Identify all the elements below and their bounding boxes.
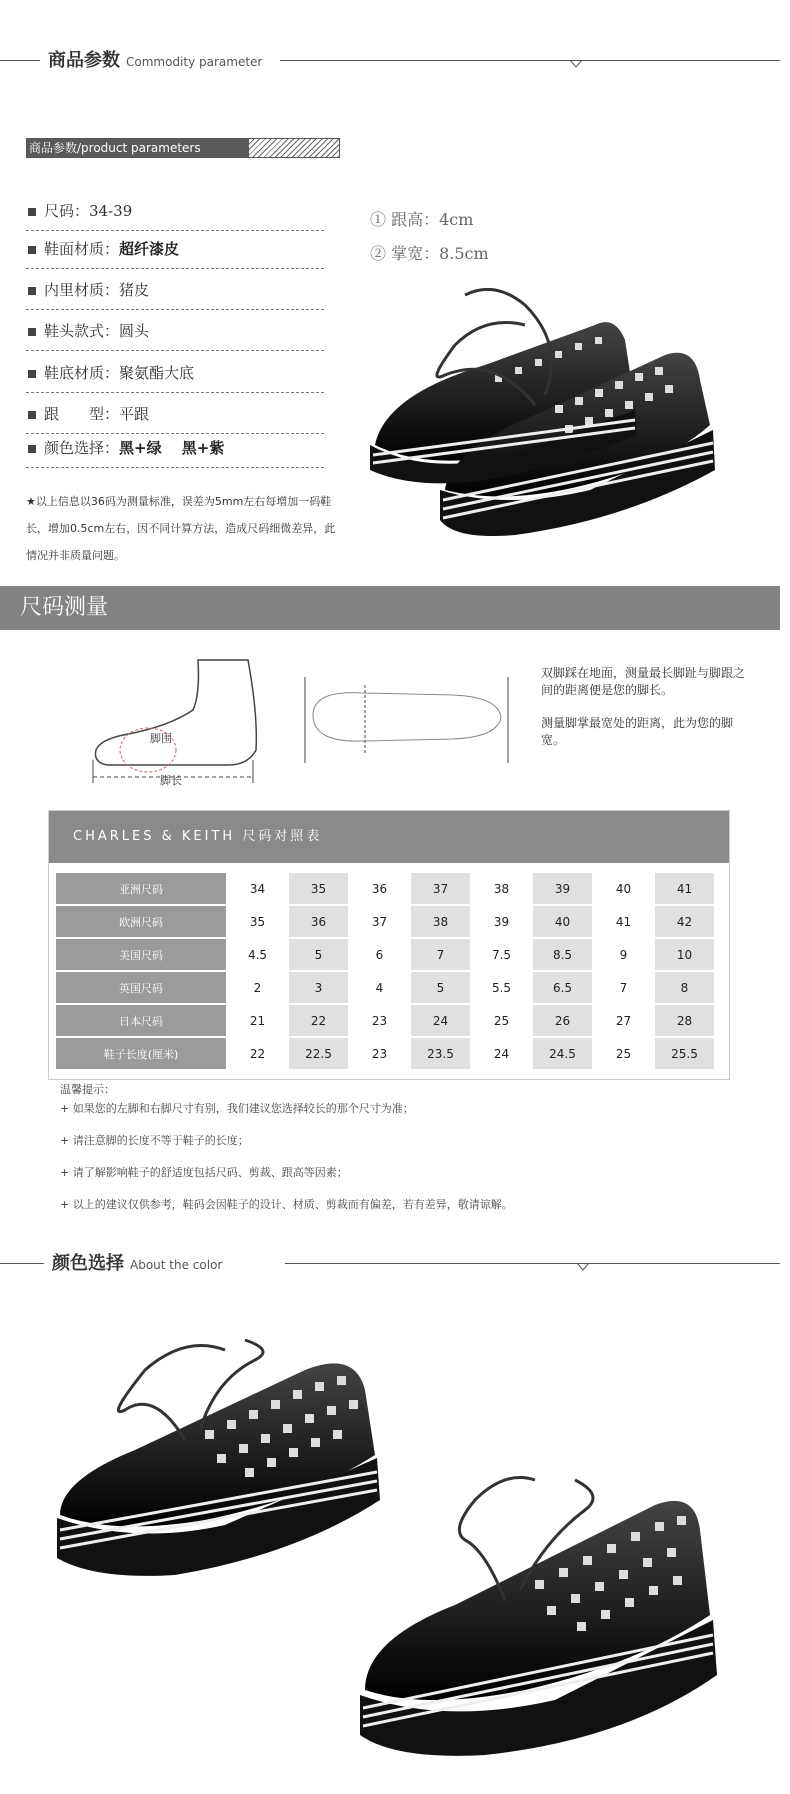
- size-cell: 3: [289, 972, 348, 1003]
- size-cell: 41: [655, 873, 714, 904]
- size-cell: 21: [228, 1005, 287, 1036]
- desc-length: 双脚踩在地面，测量最长脚趾与脚跟之间的距离便是您的脚长。: [541, 666, 746, 697]
- param-value: 平跟: [119, 405, 150, 423]
- size-cell: 2: [228, 972, 287, 1003]
- size-cell: 10: [655, 939, 714, 970]
- param-value: 34-39: [89, 202, 133, 220]
- size-cell: 25.5: [655, 1038, 714, 1069]
- size-chart-table: [54, 871, 716, 1071]
- param-label: 跟 型：: [44, 405, 120, 423]
- size-cell: 38: [411, 906, 470, 937]
- size-cell: 6.5: [533, 972, 592, 1003]
- foot-side-diagram: [88, 655, 268, 785]
- size-cell: 8: [655, 972, 714, 1003]
- param-value: 圆头: [119, 322, 150, 340]
- measurement-note: ★以上信息以36码为测量标准，误差为5mm左右每增加一码鞋长，增加0.5cm左右，因不同计算方法，造成尺码细微差异，此情况并非质量问题。: [26, 495, 336, 562]
- size-cell: 37: [350, 906, 409, 937]
- bullet-icon: [28, 370, 36, 378]
- size-cell: 8.5: [533, 939, 592, 970]
- param-label: 鞋面材质：: [44, 240, 120, 258]
- size-cell: 40: [533, 906, 592, 937]
- size-cell: 4.5: [228, 939, 287, 970]
- param-row-upper: [26, 231, 324, 269]
- param-label: 鞋头款式：: [44, 322, 120, 340]
- param-row-toe: [26, 313, 324, 351]
- param-bar-hatch: [249, 139, 339, 157]
- foot-length-label: 脚长: [160, 774, 182, 787]
- shoe-color-image-1: [55, 1330, 385, 1590]
- size-row-label: 欧洲尺码: [56, 906, 226, 937]
- section-rule-left: [0, 1263, 44, 1264]
- size-cell: 6: [350, 939, 409, 970]
- size-cell: 35: [289, 873, 348, 904]
- size-cell: 23: [350, 1038, 409, 1069]
- size-cell: 40: [594, 873, 653, 904]
- size-cell: 7.5: [472, 939, 531, 970]
- param-bar: [26, 138, 340, 158]
- size-cell: 23.5: [411, 1038, 470, 1069]
- size-chart: [48, 810, 730, 1080]
- spec-heel-height: ① 跟高：4cm: [370, 210, 474, 229]
- param-row-color: [26, 430, 324, 468]
- section-title-cn: 商品参数: [48, 50, 120, 71]
- param-bar-label: 商品参数/product parameters: [27, 139, 249, 157]
- bullet-icon: [28, 445, 36, 453]
- tip-item: + 请注意脚的长度不等于鞋子的长度；: [60, 1134, 249, 1147]
- size-chart-title: CHARLES & KEITH 尺码对照表: [49, 811, 729, 863]
- size-cell: 34: [228, 873, 287, 904]
- param-label: 颜色选择：: [44, 439, 120, 457]
- foot-girth-label: 脚围: [150, 732, 172, 745]
- size-cell: 5.5: [472, 972, 531, 1003]
- size-cell: 9: [594, 939, 653, 970]
- size-cell: 42: [655, 906, 714, 937]
- param-row-size: [26, 193, 324, 231]
- size-cell: 25: [472, 1005, 531, 1036]
- shoe-product-image: [365, 285, 755, 550]
- spec-width: ② 掌宽：8.5cm: [370, 244, 489, 263]
- size-row-label: 日本尺码: [56, 1005, 226, 1036]
- size-cell: 36: [289, 906, 348, 937]
- section-rule-left: [0, 60, 40, 61]
- size-row: [56, 1038, 714, 1069]
- param-value: 超纤漆皮: [119, 240, 180, 258]
- param-row-heel: [26, 396, 324, 434]
- size-row-label: 鞋子长度(厘米): [56, 1038, 226, 1069]
- section-title-en: Commodity parameter: [126, 55, 263, 69]
- size-row: [56, 972, 714, 1003]
- section-rule-right: [285, 1263, 780, 1264]
- size-row-label: 亚洲尺码: [56, 873, 226, 904]
- size-row: [56, 939, 714, 970]
- size-cell: 5: [289, 939, 348, 970]
- size-cell: 26: [533, 1005, 592, 1036]
- size-row: [56, 1005, 714, 1036]
- size-cell: 7: [594, 972, 653, 1003]
- tips-heading: 温馨提示：: [60, 1083, 115, 1096]
- param-label: 鞋底材质：: [44, 364, 120, 382]
- notch-icon: [570, 60, 582, 68]
- size-row: [56, 873, 714, 904]
- section-title-cn: 颜色选择: [52, 1253, 124, 1274]
- size-cell: 39: [533, 873, 592, 904]
- bullet-icon: [28, 287, 36, 295]
- section-title-params: [48, 46, 262, 72]
- size-banner: 尺码测量: [0, 586, 780, 630]
- notch-icon: [577, 1263, 589, 1271]
- bullet-icon: [28, 411, 36, 419]
- size-cell: 24.5: [533, 1038, 592, 1069]
- size-cell: 38: [472, 873, 531, 904]
- size-cell: 22: [228, 1038, 287, 1069]
- size-cell: 39: [472, 906, 531, 937]
- size-cell: 37: [411, 873, 470, 904]
- size-cell: 24: [411, 1005, 470, 1036]
- bullet-icon: [28, 208, 36, 216]
- size-cell: 28: [655, 1005, 714, 1036]
- param-label: 内里材质：: [44, 281, 120, 299]
- param-label: 尺码：: [44, 202, 90, 220]
- foot-top-diagram: [303, 675, 513, 765]
- size-cell: 41: [594, 906, 653, 937]
- size-row-label: 美国尺码: [56, 939, 226, 970]
- size-cell: 22: [289, 1005, 348, 1036]
- section-rule-right: [280, 60, 780, 61]
- size-cell: 4: [350, 972, 409, 1003]
- param-row-sole: [26, 355, 324, 393]
- desc-width: 测量脚掌最宽处的距离，此为您的脚宽。: [541, 716, 734, 747]
- size-cell: 23: [350, 1005, 409, 1036]
- size-cell: 35: [228, 906, 287, 937]
- param-value: 聚氨酯大底: [119, 364, 195, 382]
- size-cell: 5: [411, 972, 470, 1003]
- bullet-icon: [28, 246, 36, 254]
- size-row: [56, 906, 714, 937]
- size-cell: 36: [350, 873, 409, 904]
- section-title-en: About the color: [130, 1258, 223, 1272]
- bullet-icon: [28, 328, 36, 336]
- size-cell: 22.5: [289, 1038, 348, 1069]
- size-cell: 7: [411, 939, 470, 970]
- size-cell: 25: [594, 1038, 653, 1069]
- tip-item: + 请了解影响鞋子的舒适度包括尺码、剪裁、跟高等因素；: [60, 1166, 348, 1179]
- param-row-lining: [26, 272, 324, 310]
- param-value: 黑+绿 黑+紫: [119, 439, 225, 457]
- size-row-label: 英国尺码: [56, 972, 226, 1003]
- tip-item: + 如果您的左脚和右脚尺寸有别，我们建议您选择较长的那个尺寸为准；: [60, 1102, 414, 1115]
- size-cell: 24: [472, 1038, 531, 1069]
- param-value: 猪皮: [119, 281, 150, 299]
- tip-item: + 以上的建议仅供参考，鞋码会因鞋子的设计、材质、剪裁而有偏差，若有差异，敬请谅解。: [60, 1198, 513, 1211]
- shoe-color-image-2: [355, 1450, 745, 1770]
- size-cell: 27: [594, 1005, 653, 1036]
- section-title-color: [52, 1249, 222, 1275]
